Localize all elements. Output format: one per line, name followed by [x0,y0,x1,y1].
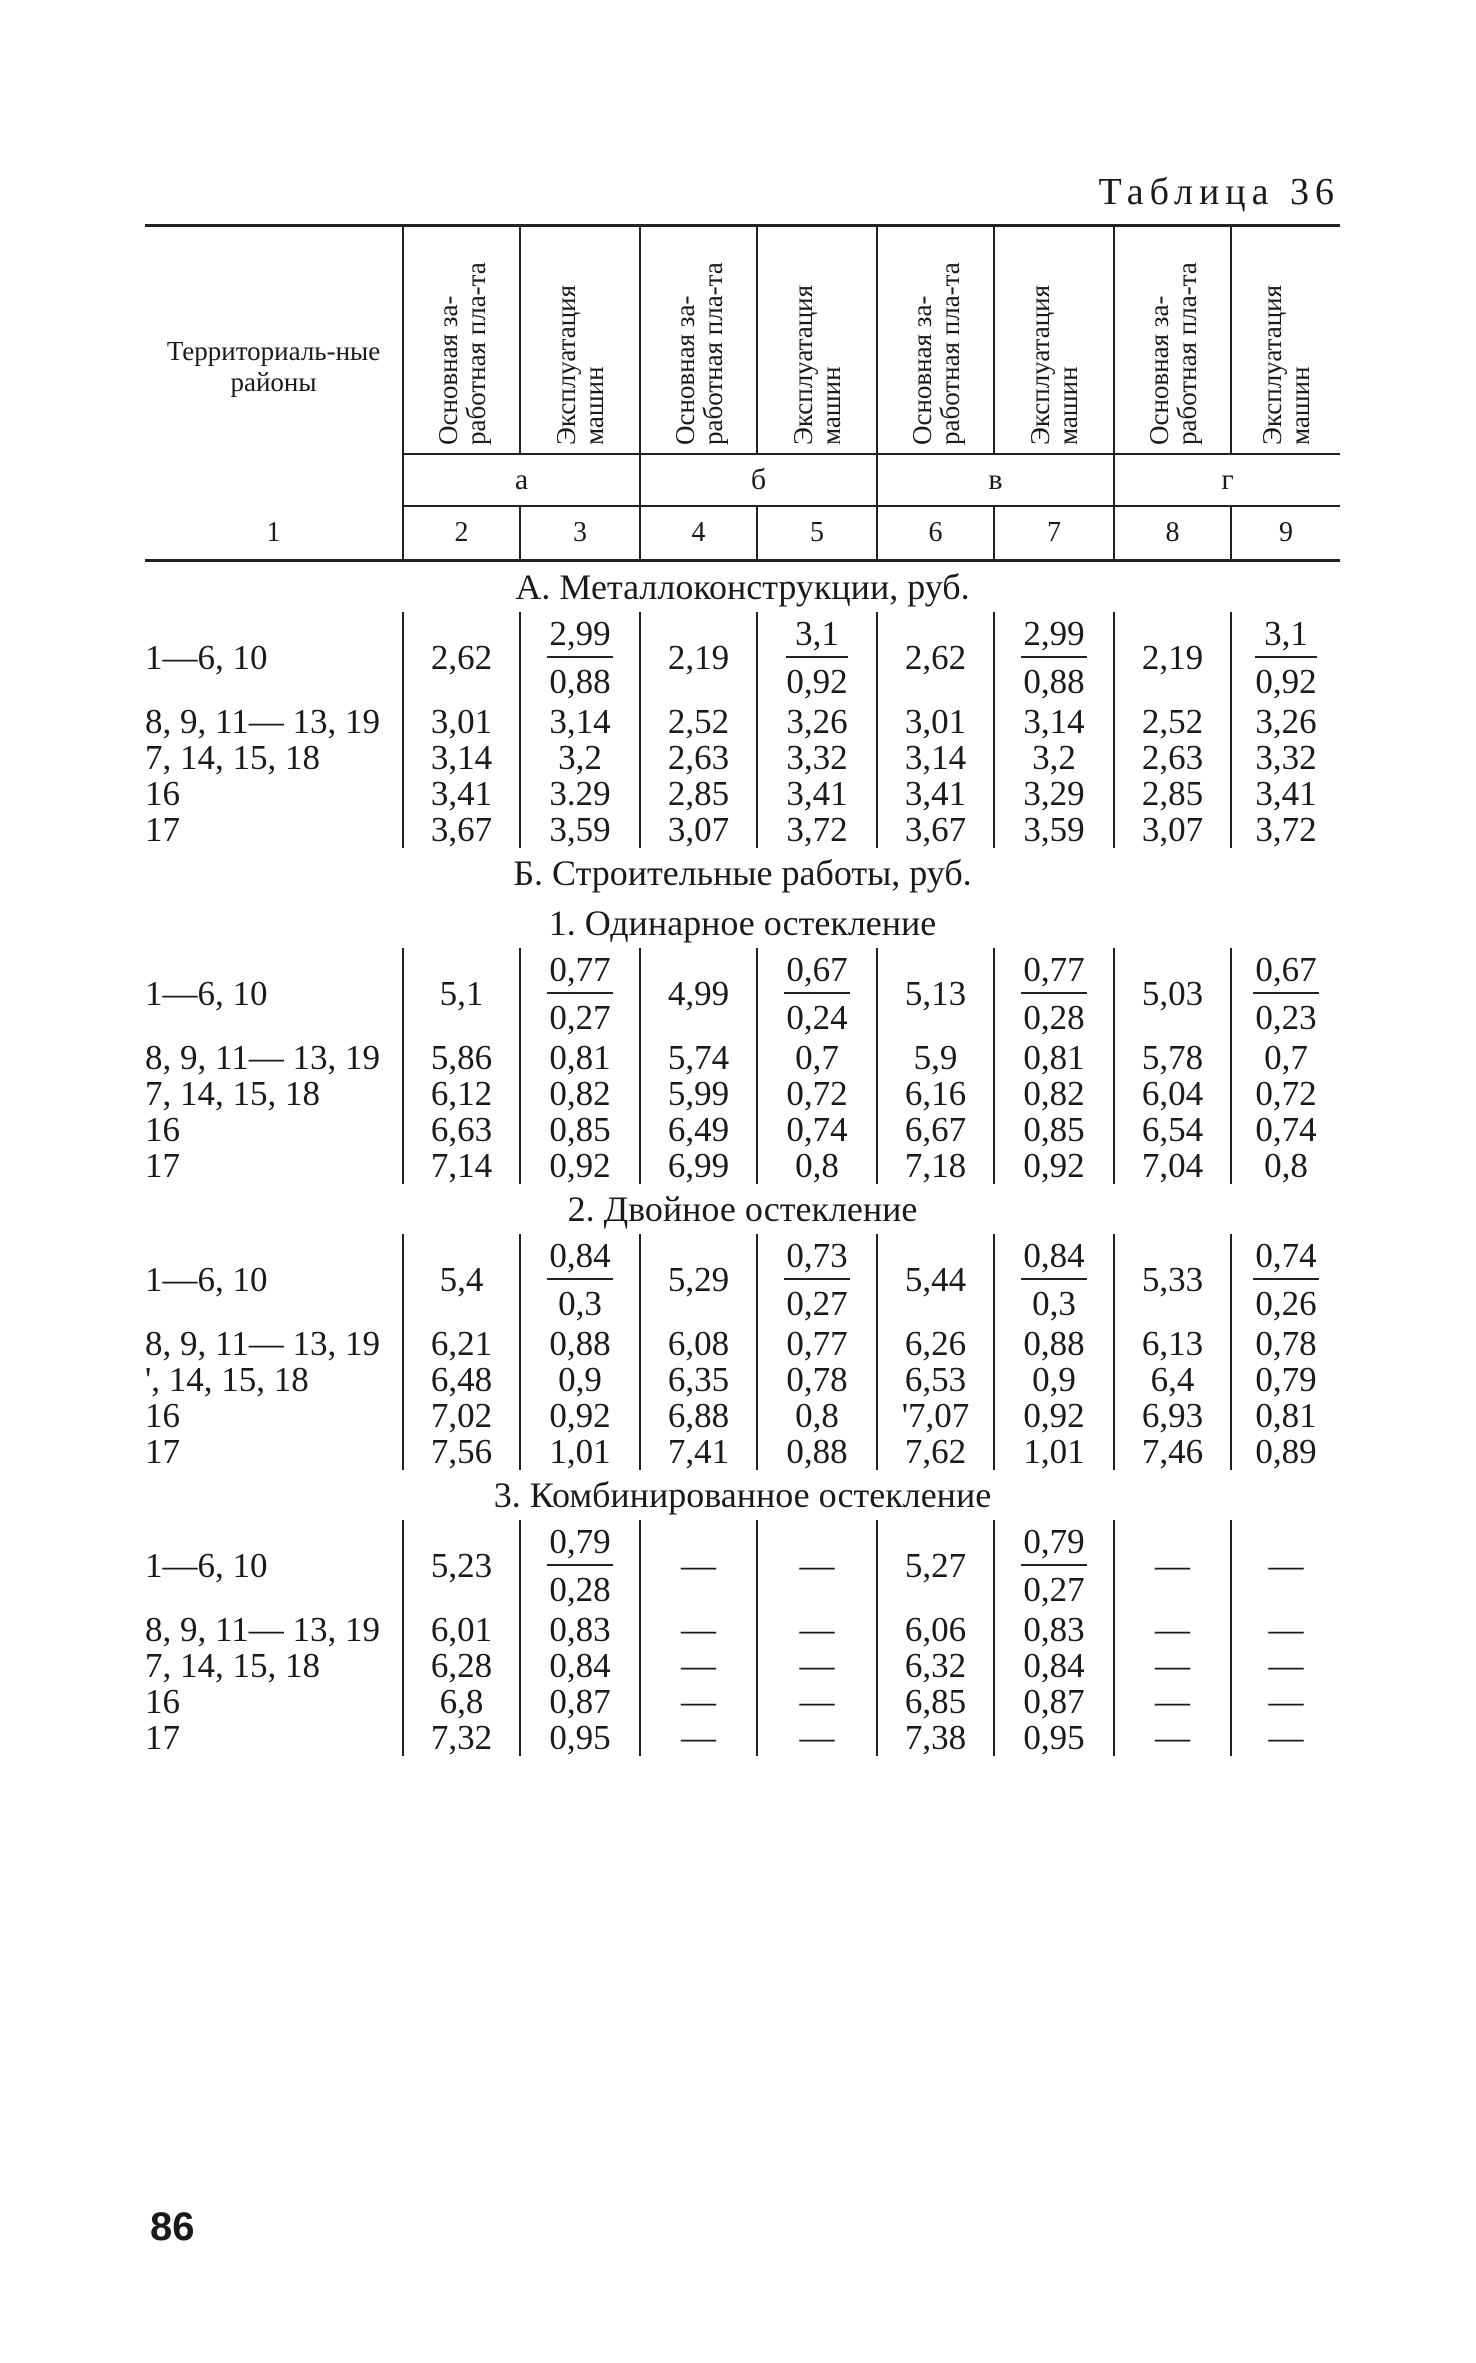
col-number: 1 [145,506,403,561]
table-cell: — [757,1520,877,1612]
table-cell: 3,67 [877,812,994,848]
table-cell: 0,88 [994,1326,1114,1362]
table-cell: 6,16 [877,1076,994,1112]
col-header-exploit-a [520,226,640,455]
table-cell: 0,9 [520,1362,640,1398]
table-cell: 2,85 [640,776,757,812]
table-cell: — [1114,1648,1231,1684]
table-cell: 3,41 [403,776,520,812]
fraction [1255,616,1316,700]
table-cell: 0,8 [1231,1148,1340,1184]
table-cell: 0,92 [994,1398,1114,1434]
table-cell: 3,59 [520,812,640,848]
table-cell: — [1231,1720,1340,1756]
table-row [145,1362,1340,1398]
fraction [547,616,612,700]
table-row [145,704,1340,740]
fraction-cell [520,1234,640,1326]
table-row [145,1520,1340,1612]
table-cell: 6,88 [640,1398,757,1434]
region-column-header [145,226,403,507]
denominator: 0,28 [1023,998,1085,1037]
fraction-cell [1231,1234,1340,1326]
table-cell: 3,72 [757,812,877,848]
section-title: А. Металлоконструкции, руб. [515,567,970,607]
table-cell: 6,32 [877,1648,994,1684]
col-header-base-v-text: Основная за-работная пла-та [906,262,965,445]
table-cell: 0,87 [520,1684,640,1720]
table-row [145,1040,1340,1076]
table-cell: 6,49 [640,1112,757,1148]
denominator: 0,92 [1255,662,1317,701]
denominator: 0,3 [1032,1284,1076,1323]
table-cell: 0,88 [520,1326,640,1362]
group-label-a: а [403,454,640,506]
table-cell: 3,26 [1231,704,1340,740]
table-cell: 6,53 [877,1362,994,1398]
table-row [145,1434,1340,1470]
numerator: 2,99 [1021,616,1086,658]
table-row [145,1148,1340,1184]
col-number: 7 [994,506,1114,561]
region-cell: 8, 9, 11— 13, 19 [145,1610,380,1649]
region-cell: 1—6, 10 [145,638,268,677]
fraction [1021,1524,1086,1608]
table-cell: 0,82 [520,1076,640,1112]
subsection-title: 2. Двойное остекление [567,1189,918,1229]
region-cell: 1—6, 10 [145,974,268,1013]
table-cell: — [757,1720,877,1756]
table-cell: 0,82 [994,1076,1114,1112]
table-cell: 5,74 [640,1040,757,1076]
table-cell: 6,35 [640,1362,757,1398]
table-row [145,1648,1340,1684]
table-cell: 3,41 [877,776,994,812]
table-cell: 6,06 [877,1612,994,1648]
col-number: 8 [1114,506,1231,561]
col-number: 2 [403,506,520,561]
table-cell: 0,95 [994,1720,1114,1756]
numerator: 0,79 [1021,1524,1086,1566]
table-cell: — [1231,1612,1340,1648]
table-cell: 3,14 [520,704,640,740]
numerator: 0,67 [784,952,849,994]
table-cell: 3,01 [403,704,520,740]
table-cell: 2,62 [403,612,520,704]
denominator: 0,27 [786,1284,848,1323]
region-cell: 7, 14, 15, 18 [145,1074,320,1113]
table-cell: 0,84 [994,1648,1114,1684]
table-cell: 5,9 [877,1040,994,1076]
table-row [145,776,1340,812]
denominator: 0,26 [1255,1284,1317,1323]
table-cell: 3,67 [403,812,520,848]
table-cell: 0,88 [757,1434,877,1470]
table-cell: 0,81 [994,1040,1114,1076]
table-cell: 0,81 [520,1040,640,1076]
table-cell: 5,4 [403,1234,520,1326]
page-number: 86 [150,2205,195,2249]
table-cell: 7,18 [877,1148,994,1184]
fraction-cell [1231,612,1340,704]
region-cell: 8, 9, 11— 13, 19 [145,702,380,741]
table-cell: 0,85 [520,1112,640,1148]
numerator: 0,77 [1021,952,1086,994]
col-header-base-v [877,226,994,455]
col-header-base-a [403,226,520,455]
table-cell: — [640,1684,757,1720]
table-cell: 4,99 [640,948,757,1040]
table-cell: 0,85 [994,1112,1114,1148]
col-number: 6 [877,506,994,561]
table-cell: 3.29 [520,776,640,812]
table-cell: 3,14 [403,740,520,776]
table-cell: — [1114,1612,1231,1648]
col-header-base-b [640,226,757,455]
region-cell: 17 [145,1718,180,1757]
table-cell: — [640,1720,757,1756]
col-header-exploit-b-text: Эксплуатация машин [788,284,846,445]
denominator: 0,88 [549,662,611,701]
table-cell: — [640,1612,757,1648]
table-cell: 5,44 [877,1234,994,1326]
fraction-cell [994,1520,1114,1612]
table-cell: 0,78 [1231,1326,1340,1362]
table-cell: 3,14 [994,704,1114,740]
fraction [784,952,849,1036]
table-cell: 6,93 [1114,1398,1231,1434]
table-cell: 3,01 [877,704,994,740]
region-cell: 17 [145,1146,180,1185]
table-row [145,1076,1340,1112]
numerator: 0,79 [547,1524,612,1566]
table-row [145,1234,1340,1326]
fraction-cell [757,612,877,704]
table-cell: 2,19 [1114,612,1231,704]
table-cell: 3,29 [994,776,1114,812]
table-row [145,740,1340,776]
table-cell: 3,59 [994,812,1114,848]
table-cell: 6,21 [403,1326,520,1362]
table-cell: 2,63 [640,740,757,776]
table-cell: 6,54 [1114,1112,1231,1148]
table-cell: — [640,1520,757,1612]
table-cell: 7,04 [1114,1148,1231,1184]
table-cell: 7,62 [877,1434,994,1470]
col-header-exploit-a-text: Эксплуатация машин [551,284,609,445]
region-cell: 16 [145,1110,180,1149]
table-cell: 5,1 [403,948,520,1040]
numerator: 0,73 [784,1238,849,1280]
col-header-base-b-text: Основная за-работная пла-та [669,262,728,445]
table-cell: 6,04 [1114,1076,1231,1112]
table-cell: — [1114,1684,1231,1720]
table-cell: 5,03 [1114,948,1231,1040]
region-cell: 16 [145,1682,180,1721]
region-header-text: Территориаль-ные районы [166,335,381,397]
table-cell: 6,28 [403,1648,520,1684]
table-cell: 6,01 [403,1612,520,1648]
fraction [547,952,612,1036]
table-cell: 2,52 [1114,704,1231,740]
table-row [145,1720,1340,1756]
table-title: Таблица 36 [1098,171,1340,213]
col-header-exploit-v [994,226,1114,455]
denominator: 0,23 [1255,998,1317,1037]
fraction [1253,952,1318,1036]
table-cell: 2,19 [640,612,757,704]
subsection-title: 1. Одинарное остекление [548,903,937,943]
region-cell: 17 [145,1432,180,1471]
table-cell: 5,27 [877,1520,994,1612]
region-cell: 7, 14, 15, 18 [145,1646,320,1685]
region-cell: 1—6, 10 [145,1260,268,1299]
col-number: 3 [520,506,640,561]
region-cell: 7, 14, 15, 18 [145,738,320,777]
fraction-cell [520,1520,640,1612]
table-cell: 3,26 [757,704,877,740]
numerator: 3,1 [1255,616,1316,658]
table-cell: 3,32 [757,740,877,776]
table-cell: — [1231,1520,1340,1612]
numerator: 2,99 [547,616,612,658]
table-cell: 0,95 [520,1720,640,1756]
table-cell: 5,33 [1114,1234,1231,1326]
table-cell: 7,38 [877,1720,994,1756]
region-cell: 17 [145,810,180,849]
table-cell: '7,07 [877,1398,994,1434]
fraction [1021,952,1086,1036]
table-cell: 0,84 [520,1648,640,1684]
denominator: 0,3 [558,1284,602,1323]
numerator: 0,77 [547,952,612,994]
fraction-cell [520,948,640,1040]
fraction [547,1238,612,1322]
fraction [1021,616,1086,700]
col-header-exploit-b [757,226,877,455]
table-cell: — [757,1684,877,1720]
fraction [1021,1238,1086,1322]
table-cell: 2,52 [640,704,757,740]
col-header-exploit-g-text: Эксплуатация машин [1257,284,1315,445]
fraction [786,616,847,700]
group-label-v: в [877,454,1114,506]
fraction-cell [757,1234,877,1326]
col-number: 9 [1231,506,1340,561]
table-cell: 3,41 [757,776,877,812]
col-header-base-a-text: Основная за-работная пла-та [432,262,491,445]
table-cell: 6,12 [403,1076,520,1112]
table-cell: 5,78 [1114,1040,1231,1076]
data-table [145,224,1340,1756]
numerator: 3,1 [786,616,847,658]
table-cell: 0,83 [994,1612,1114,1648]
fraction-cell [994,948,1114,1040]
fraction-cell [520,612,640,704]
table-cell: 5,29 [640,1234,757,1326]
table-cell: 0,72 [1231,1076,1340,1112]
table-row [145,612,1340,704]
col-header-base-g-text: Основная за-работная пла-та [1143,262,1202,445]
table-cell: 2,85 [1114,776,1231,812]
col-number: 4 [640,506,757,561]
denominator: 0,92 [786,662,848,701]
table-cell: 7,46 [1114,1434,1231,1470]
table-row [145,1112,1340,1148]
table-row [145,812,1340,848]
table-cell: — [1231,1648,1340,1684]
table-cell: 5,99 [640,1076,757,1112]
table-cell: 6,13 [1114,1326,1231,1362]
table-cell: 6,08 [640,1326,757,1362]
table-cell: 0,72 [757,1076,877,1112]
table-cell: 0,9 [994,1362,1114,1398]
fraction-cell [994,612,1114,704]
table-cell: 6,26 [877,1326,994,1362]
table-cell: 7,56 [403,1434,520,1470]
denominator: 0,28 [549,1570,611,1609]
group-label-g: г [1114,454,1340,506]
table-cell: 1,01 [520,1434,640,1470]
table-cell: 0,77 [757,1326,877,1362]
table-cell: 0,74 [757,1112,877,1148]
table-cell: 0,83 [520,1612,640,1648]
table-cell: — [1231,1684,1340,1720]
table-cell: 5,86 [403,1040,520,1076]
table-row [145,1684,1340,1720]
region-cell: 1—6, 10 [145,1546,268,1585]
table-cell: 6,63 [403,1112,520,1148]
table-cell: 0,74 [1231,1112,1340,1148]
table-cell: 7,32 [403,1720,520,1756]
fraction-cell [1231,948,1340,1040]
table-cell: 0,92 [520,1398,640,1434]
table-cell: 0,78 [757,1362,877,1398]
table-cell: 0,7 [757,1040,877,1076]
subsection-title: 3. Комбинированное остекление [493,1475,992,1515]
table-cell: — [640,1648,757,1684]
group-label-b: б [640,454,877,506]
section-title: Б. Строительные работы, руб. [513,853,972,893]
denominator: 0,27 [1023,1570,1085,1609]
table-cell: 6,99 [640,1148,757,1184]
denominator: 0,24 [786,998,848,1037]
table-cell: 3,14 [877,740,994,776]
table-cell: 0,8 [757,1398,877,1434]
table-cell: 5,13 [877,948,994,1040]
fraction [547,1524,612,1608]
table-cell: 3,2 [994,740,1114,776]
table-cell: 3,2 [520,740,640,776]
table-cell: 0,81 [1231,1398,1340,1434]
table-cell: 3,72 [1231,812,1340,848]
region-cell: 8, 9, 11— 13, 19 [145,1324,380,1363]
col-header-exploit-v-text: Эксплуатация машин [1025,284,1083,445]
col-number: 5 [757,506,877,561]
table-cell: 1,01 [994,1434,1114,1470]
table-cell: 0,87 [994,1684,1114,1720]
table-cell: 2,63 [1114,740,1231,776]
table-cell: 0,89 [1231,1434,1340,1470]
region-cell: 16 [145,1396,180,1435]
table-cell: 5,23 [403,1520,520,1612]
table-cell: 3,41 [1231,776,1340,812]
table-cell: 7,41 [640,1434,757,1470]
table-cell: 0,7 [1231,1040,1340,1076]
table-cell: 7,14 [403,1148,520,1184]
numerator: 0,84 [547,1238,612,1280]
table-cell: — [1114,1520,1231,1612]
table-cell: 6,67 [877,1112,994,1148]
table-cell: 6,48 [403,1362,520,1398]
table-cell: — [757,1612,877,1648]
fraction-cell [757,948,877,1040]
denominator: 0,88 [1023,662,1085,701]
region-cell: 16 [145,774,180,813]
table-cell: 3,07 [640,812,757,848]
table-row [145,1612,1340,1648]
table-cell: 2,62 [877,612,994,704]
table-cell: 3,07 [1114,812,1231,848]
table-cell: 6,4 [1114,1362,1231,1398]
table-row [145,1398,1340,1434]
region-cell: ', 14, 15, 18 [145,1360,309,1399]
table-cell: 0,8 [757,1148,877,1184]
table-cell: 7,02 [403,1398,520,1434]
table-cell: — [757,1648,877,1684]
fraction-cell [994,1234,1114,1326]
table-cell: 0,92 [520,1148,640,1184]
numerator: 0,74 [1253,1238,1318,1280]
region-cell: 8, 9, 11— 13, 19 [145,1038,380,1077]
col-header-base-g [1114,226,1231,455]
denominator: 0,27 [549,998,611,1037]
table-cell: 3,32 [1231,740,1340,776]
table-row [145,948,1340,1040]
table-cell: — [1114,1720,1231,1756]
table-row [145,1326,1340,1362]
fraction [1253,1238,1318,1322]
col-header-exploit-g [1231,226,1340,455]
numerator: 0,67 [1253,952,1318,994]
numerator: 0,84 [1021,1238,1086,1280]
table-cell: 6,8 [403,1684,520,1720]
fraction [784,1238,849,1322]
table-cell: 0,92 [994,1148,1114,1184]
table-cell: 0,79 [1231,1362,1340,1398]
table-cell: 6,85 [877,1684,994,1720]
